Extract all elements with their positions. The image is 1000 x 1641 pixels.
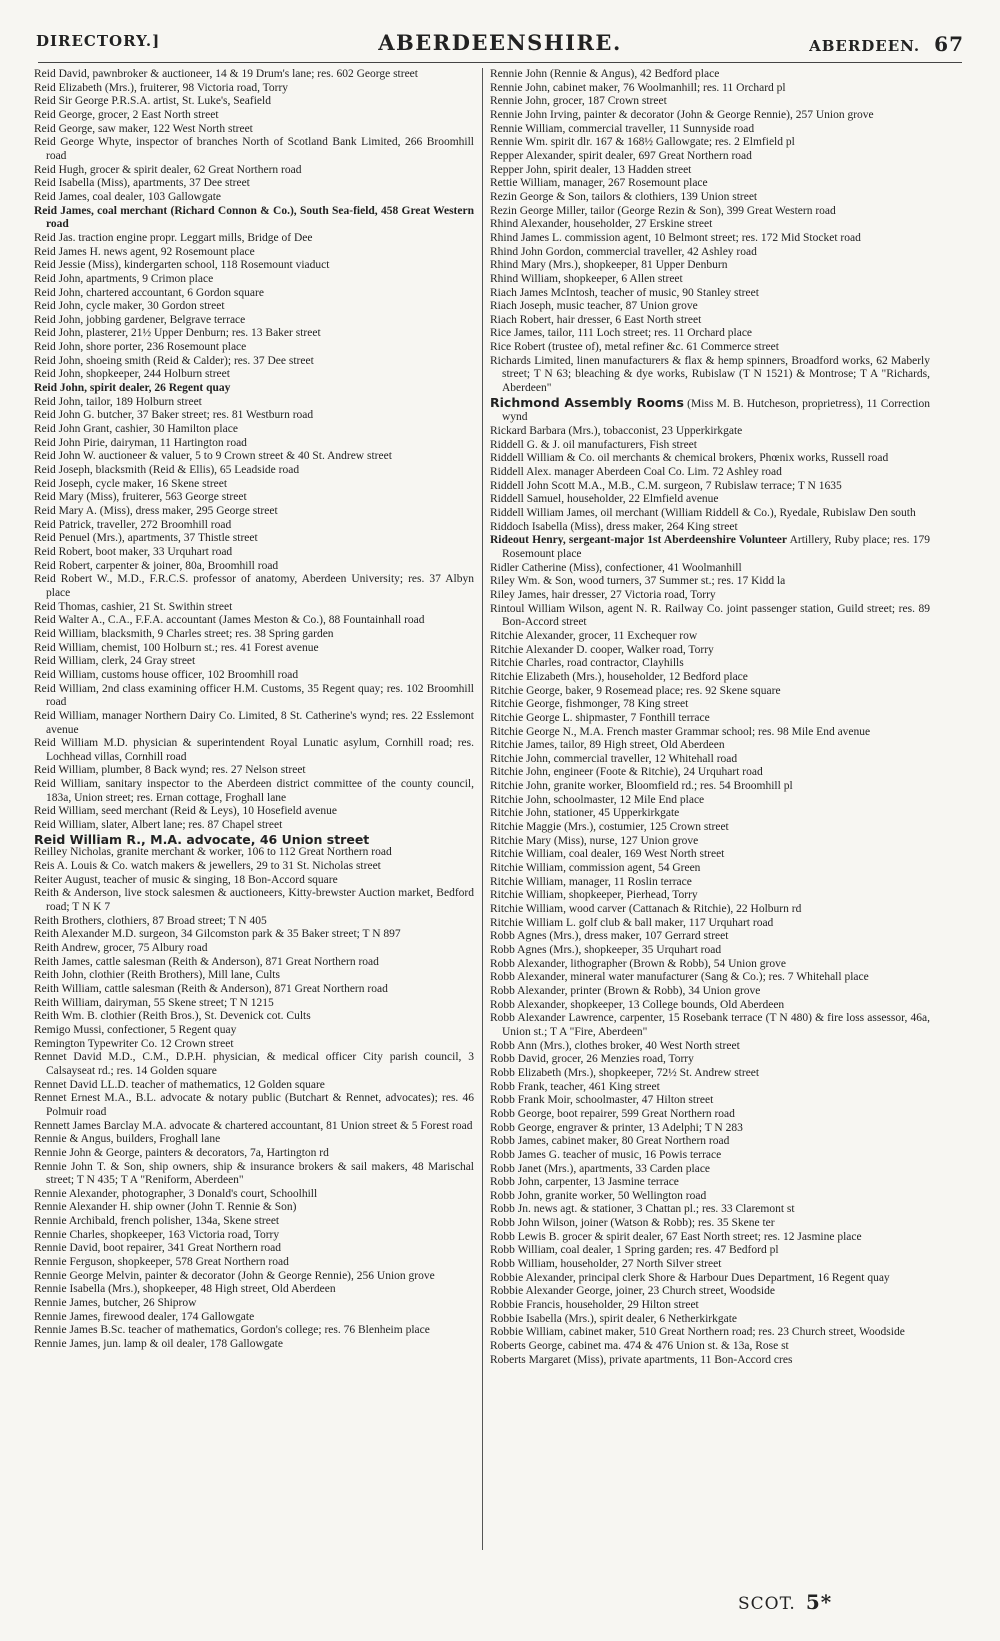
directory-entry: Rhind John Gordon, commercial traveller, 42 Ashley road xyxy=(490,245,757,258)
directory-entry: Riddell Samuel, householder, 22 Elmfield avenue xyxy=(490,493,719,506)
directory-entry: Reith Alexander M.D. surgeon, 34 Gilcomston park & 35 Baker street; T N 897 xyxy=(34,928,401,941)
directory-entry: Rennie John T. & Son, ship owners, ship & insurance brokers & sail makers, 48 Marischal street; T N 435; T A "Reniform, Aberdeen" xyxy=(34,1160,474,1187)
directory-entry: Robb John, carpenter, 13 Jasmine terrace xyxy=(490,1176,679,1189)
directory-entry: Robb Alexander, lithographer (Brown & Robb), 54 Union grove xyxy=(490,957,786,970)
directory-entry: Ritchie William, shopkeeper, Pierhead, Torry xyxy=(490,889,698,902)
directory-entry: Riddell William & Co. oil merchants & chemical brokers, Phœnix works, Russell road xyxy=(490,452,889,465)
directory-entry: Reid Walter A., C.A., F.F.A. accountant (James Meston & Co.), 88 Fountainhall road xyxy=(34,614,425,627)
directory-entry: Riley James, hair dresser, 27 Victoria road, Torry xyxy=(490,588,716,601)
directory-entry: Rennie David, boot repairer, 341 Great Northern road xyxy=(34,1242,282,1255)
directory-entry: Reid Robert, boot maker, 33 Urquhart road xyxy=(34,545,233,558)
directory-entry: Rettie William, manager, 267 Rosemount place xyxy=(490,177,708,190)
right-column xyxy=(490,68,930,1367)
directory-entry: Rennie John (Rennie & Angus), 42 Bedford place xyxy=(490,68,720,80)
directory-entry: Rennie Alexander H. ship owner (John T. Rennie & Son) xyxy=(34,1201,297,1214)
directory-entry: Ritchie Elizabeth (Mrs.), householder, 12 Bedford place xyxy=(490,670,748,683)
directory-entry: Rennie George Melvin, painter & decorator (John & George Rennie), 256 Union grove xyxy=(34,1269,435,1282)
directory-entry: Reith John, clothier (Reith Brothers), Mill lane, Cults xyxy=(34,969,280,982)
header-town: ABERDEEN. xyxy=(809,37,921,55)
directory-entry: Reith Andrew, grocer, 75 Albury road xyxy=(34,942,208,954)
directory-entry: Reid William, plumber, 8 Back wynd; res. 27 Nelson street xyxy=(34,764,306,777)
directory-entry: Rice Robert (trustee of), metal refiner &c. 61 Commerce street xyxy=(490,341,779,354)
directory-entry: Roberts Margaret (Miss), private apartments, 11 Bon-Accord cres xyxy=(490,1353,793,1366)
directory-entry: Robb Elizabeth (Mrs.), shopkeeper, 72½ St. Andrew street xyxy=(490,1066,760,1079)
directory-entry: Reid John, cycle maker, 30 Gordon street xyxy=(34,300,225,313)
directory-entry: Rideout Henry, sergeant-major 1st Aberdeenshire Volunteer Artillery, Ruby place; res. 179 Rosemount place xyxy=(490,534,931,560)
directory-entry: Ritchie William, wood carver (Cattanach & Ritchie), 22 Holburn rd xyxy=(490,903,802,916)
directory-entry: Reid Thomas, cashier, 21 St. Swithin street xyxy=(34,600,233,613)
directory-entry: Rennie John, cabinet maker, 76 Woolmanhill; res. 11 Orchard pl xyxy=(490,81,786,94)
directory-entry: Reid John W. auctioneer & valuer, 5 to 9 Crown street & 40 St. Andrew street xyxy=(34,450,392,463)
directory-entry: Ritchie John, engineer (Foote & Ritchie), 24 Urquhart road xyxy=(490,766,763,779)
directory-entry: Reith Wm. B. clothier (Reith Bros.), St. Devenick cot. Cults xyxy=(34,1010,311,1023)
directory-entry: Reid Jessie (Miss), kindergarten school, 118 Rosemount viaduct xyxy=(34,259,330,272)
directory-entry: Rennie & Angus, builders, Froghall lane xyxy=(34,1133,221,1146)
directory-entry: Reid John, shore porter, 236 Rosemount place xyxy=(34,341,247,354)
directory-entry: Rennie Ferguson, shopkeeper, 578 Great Northern road xyxy=(34,1256,289,1269)
directory-entry: Reid Joseph, cycle maker, 16 Skene street xyxy=(34,477,228,490)
directory-entry: Ritchie William, manager, 11 Roslin terrace xyxy=(490,875,692,888)
directory-entry: Ritchie John, granite worker, Bloomfield rd.; res. 54 Broomhill pl xyxy=(490,780,793,793)
directory-entry: Roberts George, cabinet ma. 474 & 476 Union st. & 13a, Rose st xyxy=(490,1340,789,1353)
directory-entry: Riddell John Scott M.A., M.B., C.M. surgeon, 7 Rubislaw terrace; T N 1635 xyxy=(490,479,842,492)
header-rule xyxy=(38,62,962,63)
directory-entry: Ritchie John, stationer, 45 Upperkirkgate xyxy=(490,807,680,820)
directory-entry: Robbie Alexander George, joiner, 23 Church street, Woodside xyxy=(490,1285,775,1298)
directory-entry: Ritchie Maggie (Mrs.), costumier, 125 Crown street xyxy=(490,821,729,834)
directory-entry: Reith & Anderson, live stock salesmen & auctioneers, Kitty-brewster Auction market, Bedford road; T N K 7 xyxy=(34,887,474,914)
directory-entry: Reid Mary A. (Miss), dress maker, 295 George street xyxy=(34,505,278,517)
directory-entry: Robb John Wilson, joiner (Watson & Robb); res. 35 Skene ter xyxy=(490,1217,775,1230)
directory-entry: Rennie John & George, painters & decorators, 7a, Hartington rd xyxy=(34,1146,329,1159)
directory-entry: Robb Ann (Mrs.), clothes broker, 40 West North street xyxy=(490,1039,740,1052)
directory-entry: Rennie James, butcher, 26 Shiprow xyxy=(34,1297,197,1310)
directory-entry: Rennie William, commercial traveller, 11 Sunnyside road xyxy=(490,122,755,135)
directory-entry: Reid William, seed merchant (Reid & Leys), 10 Hosefield avenue xyxy=(34,805,338,818)
directory-entry: Riddoch Isabella (Miss), dress maker, 264 King street xyxy=(490,520,738,533)
directory-entry: Robbie Francis, householder, 29 Hilton street xyxy=(490,1299,699,1312)
directory-entry: Reid Penuel (Mrs.), apartments, 37 Thistle street xyxy=(34,532,258,545)
directory-entry: Reid Hugh, grocer & spirit dealer, 62 Great Northern road xyxy=(34,163,302,176)
directory-entry: Robb Alexander, shopkeeper, 13 College bounds, Old Aberdeen xyxy=(490,998,785,1011)
directory-entry: Reid William R., M.A. advocate, 46 Union street xyxy=(34,831,370,847)
directory-entry: Riach Joseph, music teacher, 87 Union grove xyxy=(490,300,698,313)
directory-entry: Rennie John, grocer, 187 Crown street xyxy=(490,95,667,108)
directory-entry: Rennie Archibald, french polisher, 134a, Skene street xyxy=(34,1215,280,1228)
footer-signature: 5* xyxy=(805,1590,833,1614)
header-left: DIRECTORY.] xyxy=(36,32,161,50)
directory-entry: Rickard Barbara (Mrs.), tobacconist, 23 Upperkirkgate xyxy=(490,425,743,438)
directory-entry: Rennie Isabella (Mrs.), shopkeeper, 48 High street, Old Aberdeen xyxy=(34,1283,336,1296)
directory-entry: Robbie Alexander, principal clerk Shore & Harbour Dues Department, 16 Regent quay xyxy=(490,1271,890,1284)
directory-entry: Reid Robert W., M.D., F.R.C.S. professor of anatomy, Aberdeen University; res. 37 Albyn place xyxy=(34,573,474,599)
directory-entry: Robb William, coal dealer, 1 Spring garden; res. 47 Bedford pl xyxy=(490,1244,779,1257)
directory-entry: Ritchie Mary (Miss), nurse, 127 Union grove xyxy=(490,834,699,847)
directory-entry: Robb Alexander, printer (Brown & Robb), 34 Union grove xyxy=(490,984,761,997)
directory-entry: Ritchie Alexander D. cooper, Walker road, Torry xyxy=(490,643,714,656)
directory-entry: Robb David, grocer, 26 Menzies road, Torry xyxy=(490,1053,694,1066)
left-column xyxy=(34,68,474,1352)
directory-entry: Reith William, cattle salesman (Reith & Anderson), 871 Great Northern road xyxy=(34,982,388,995)
directory-entry: Robb John, granite worker, 50 Wellington road xyxy=(490,1189,707,1202)
directory-entry: Reid John Pirie, dairyman, 11 Hartington road xyxy=(34,436,247,449)
directory-entry: Reid John Grant, cashier, 30 Hamilton place xyxy=(34,423,238,436)
directory-entry: Ritchie George L. shipmaster, 7 Fonthill terrace xyxy=(490,711,710,724)
directory-entry: Reid George, saw maker, 122 West North street xyxy=(34,122,253,135)
directory-entry: Reid James, coal merchant (Richard Connon & Co.), South Sea-field, 458 Great Western road xyxy=(34,204,474,231)
directory-entry: Riddell William James, oil merchant (William Riddell & Co.), Ryedale, Rubislaw Den south xyxy=(490,507,916,519)
directory-entry: Robb George, boot repairer, 599 Great Northern road xyxy=(490,1107,735,1120)
directory-entry: Rennet David LL.D. teacher of mathematics, 12 Golden square xyxy=(34,1078,325,1091)
directory-entry: Ritchie Alexander, grocer, 11 Exchequer row xyxy=(490,629,698,642)
directory-entry: Reid Patrick, traveller, 272 Broomhill road xyxy=(34,518,232,531)
directory-entry: Reid William, customs house officer, 102 Broomhill road xyxy=(34,668,299,681)
directory-entry: Robbie William, cabinet maker, 510 Great Northern road; res. 23 Church street, Woodside xyxy=(490,1326,905,1339)
directory-entry: Repper Alexander, spirit dealer, 697 Great Northern road xyxy=(490,149,752,162)
directory-entry: Reid George Whyte, inspector of branches North of Scotland Bank Limited, 266 Broomhill road xyxy=(34,136,474,162)
directory-entry: Rintoul William Wilson, agent N. R. Railway Co. joint passenger station, Guild street; res. 89 Bon-Accord street xyxy=(490,602,930,629)
directory-entry: Robb Lewis B. grocer & spirit dealer, 67 East North street; res. 12 Jasmine place xyxy=(490,1230,862,1243)
directory-entry: Robb Alexander Lawrence, carpenter, 15 Rosebank terrace (T N 480) & fire loss assessor, 46a, Union st.; T A "Fire, Aberdeen" xyxy=(490,1012,930,1038)
directory-entry: Rennie John Irving, painter & decorator (John & George Rennie), 257 Union grove xyxy=(490,108,874,121)
directory-entry: Rezin George & Son, tailors & clothiers, 139 Union street xyxy=(490,190,758,203)
directory-entry: Reis A. Louis & Co. watch makers & jewellers, 29 to 31 St. Nicholas street xyxy=(34,860,381,873)
directory-entry: Robb Frank Moir, schoolmaster, 47 Hilton street xyxy=(490,1094,714,1107)
page-number: 67 xyxy=(934,32,964,56)
directory-entry: Reid David, pawnbroker & auctioneer, 14 & 19 Drum's lane; res. 602 George street xyxy=(34,68,418,80)
directory-entry: Rezin George Miller, tailor (George Rezin & Son), 399 Great Western road xyxy=(490,204,836,217)
directory-entry: Reid John, spirit dealer, 26 Regent quay xyxy=(34,382,231,395)
directory-entry: Ritchie William L. golf club & ball maker, 117 Urquhart road xyxy=(490,916,774,929)
directory-entry: Reid Robert, carpenter & joiner, 80a, Broomhill road xyxy=(34,559,279,572)
directory-entry: Rennet Ernest M.A., B.L. advocate & notary public (Butchart & Rennet, advocates); res. 46 Polmuir road xyxy=(34,1092,474,1118)
directory-entry: Reid William, clerk, 24 Gray street xyxy=(34,655,196,668)
column-divider xyxy=(482,68,483,1550)
directory-entry: Reid Isabella (Miss), apartments, 37 Dee street xyxy=(34,177,250,190)
directory-entry: Reid John, shopkeeper, 244 Holburn street xyxy=(34,368,230,381)
directory-entry: Reid Mary (Miss), fruiterer, 563 George street xyxy=(34,491,247,504)
directory-entry: Rice James, tailor, 111 Loch street; res. 11 Orchard place xyxy=(490,327,753,340)
directory-entry: Reid William, manager Northern Dairy Co. Limited, 8 St. Catherine's wynd; res. 22 Esslemont avenue xyxy=(34,709,474,736)
directory-entry: Ritchie George, fishmonger, 78 King street xyxy=(490,698,689,711)
directory-entry: Ritchie James, tailor, 89 High street, Old Aberdeen xyxy=(490,739,725,752)
directory-entry: Rennie James B.Sc. teacher of mathematics, Gordon's college; res. 76 Blenheim place xyxy=(34,1324,430,1337)
directory-entry: Rennet David M.D., C.M., D.P.H. physician, & medical officer City parish council, 3 Calsayseat rd.; res. 14 Golden square xyxy=(34,1051,474,1077)
directory-entry: Reid John, apartments, 9 Crimon place xyxy=(34,272,214,285)
footer-scot: SCOT. xyxy=(738,1594,796,1614)
directory-entry: Ritchie Charles, road contractor, Clayhills xyxy=(490,657,684,670)
directory-entry: Reid William, chemist, 100 Holburn st.; res. 41 Forest avenue xyxy=(34,641,319,654)
directory-entry: Robb Jn. news agt. & stationer, 3 Chattan pl.; res. 33 Claremont st xyxy=(490,1203,795,1216)
directory-entry: Richmond Assembly Rooms (Miss M. B. Hutcheson, proprietress), 11 Correction wynd xyxy=(490,394,930,424)
directory-entry: Robbie Isabella (Mrs.), spirit dealer, 6 Netherkirkgate xyxy=(490,1312,738,1325)
directory-entry: Rennie James, jun. lamp & oil dealer, 178 Gallowgate xyxy=(34,1338,283,1351)
directory-entry: Reid James, coal dealer, 103 Gallowgate xyxy=(34,190,221,203)
page-header xyxy=(36,30,964,56)
directory-entry: Rhind William, shopkeeper, 6 Allen street xyxy=(490,272,683,285)
directory-entry: Reith Brothers, clothiers, 87 Broad street; T N 405 xyxy=(34,914,267,927)
directory-entry: Rhind James L. commission agent, 10 Belmont street; res. 172 Mid Stocket road xyxy=(490,231,861,244)
directory-entry: Reid James H. news agent, 92 Rosemount place xyxy=(34,245,255,258)
directory-entry: Reid John, jobbing gardener, Belgrave terrace xyxy=(34,313,246,326)
directory-entry: Riddell G. & J. oil manufacturers, Fish street xyxy=(490,438,697,451)
directory-entry: Rennie James, firewood dealer, 174 Gallowgate xyxy=(34,1310,255,1323)
directory-entry: Repper John, spirit dealer, 13 Hadden street xyxy=(490,163,692,176)
directory-entry: Robb Agnes (Mrs.), shopkeeper, 35 Urquhart road xyxy=(490,944,722,956)
directory-entry: Reid Sir George P.R.S.A. artist, St. Luke's, Seafield xyxy=(34,95,271,108)
directory-entry: Rhind Alexander, householder, 27 Erskine street xyxy=(490,218,713,231)
directory-entry: Reid John, chartered accountant, 6 Gordon square xyxy=(34,286,264,299)
directory-entry: Rhind Mary (Mrs.), shopkeeper, 81 Upper Denburn xyxy=(490,259,728,272)
directory-entry: Reid William, sanitary inspector to the Aberdeen district committee of the county council, 183a, Union street; res. Ernan cottage, Froghall lane xyxy=(34,778,474,804)
directory-entry: Reid John, shoeing smith (Reid & Calder); res. 37 Dee street xyxy=(34,354,314,367)
directory-entry: Reid William M.D. physician & superintendent Royal Lunatic asylum, Cornhill road; res. Lochhead villas, Cornhill road xyxy=(34,737,474,763)
directory-entry: Rennie Charles, shopkeeper, 163 Victoria road, Torry xyxy=(34,1228,280,1241)
directory-entry: Robb James G. teacher of music, 16 Powis terrace xyxy=(490,1148,722,1161)
directory-entry: Robb George, engraver & printer, 13 Adelphi; T N 283 xyxy=(490,1121,743,1134)
directory-entry: Reid Jas. traction engine propr. Leggart mills, Bridge of Dee xyxy=(34,231,313,244)
header-title: ABERDEENSHIRE. xyxy=(378,30,622,55)
directory-entry: Reid William, 2nd class examining officer H.M. Customs, 35 Regent quay; res. 102 Broomhill road xyxy=(34,682,474,709)
directory-entry: Robb William, householder, 27 North Silver street xyxy=(490,1258,722,1271)
directory-entry: Reid George, grocer, 2 East North street xyxy=(34,108,219,121)
directory-entry: Robb Agnes (Mrs.), dress maker, 107 Gerrard street xyxy=(490,930,729,943)
directory-entry: Richards Limited, linen manufacturers & flax & hemp spinners, Broadford works, 62 Maberly street; T N 63; bleaching & dye works, Rubislaw (T N 1521) & Montrose; T A "Richards, Aberdeen" xyxy=(490,354,930,395)
directory-entry: Rennie Alexander, photographer, 3 Donald's court, Schoolhill xyxy=(34,1187,318,1200)
directory-entry: Reid William, slater, Albert lane; res. 87 Chapel street xyxy=(34,819,283,832)
directory-entry: Reith William, dairyman, 55 Skene street; T N 1215 xyxy=(34,996,274,1009)
directory-entry: Riach Robert, hair dresser, 6 East North street xyxy=(490,313,702,326)
directory-entry: Ritchie William, coal dealer, 169 West North street xyxy=(490,848,725,861)
directory-entry: Ritchie George N., M.A. French master Grammar school; res. 98 Mile End avenue xyxy=(490,725,871,738)
directory-entry: Reid John, plasterer, 21½ Upper Denburn; res. 13 Baker street xyxy=(34,327,321,340)
directory-entry: Rennie Wm. spirit dlr. 167 & 168½ Gallowgate; res. 2 Elmfield pl xyxy=(490,136,795,149)
directory-entry: Ritchie John, schoolmaster, 12 Mile End place xyxy=(490,793,705,806)
directory-entry: Reilley Nicholas, granite merchant & worker, 106 to 112 Great Northern road xyxy=(34,846,392,859)
directory-entry: Reid John, tailor, 189 Holburn street xyxy=(34,395,202,408)
directory-entry: Ridler Catherine (Miss), confectioner, 41 Woolmanhill xyxy=(490,561,742,574)
directory-entry: Reid Elizabeth (Mrs.), fruiterer, 98 Victoria road, Torry xyxy=(34,81,289,94)
directory-entry: Reid Joseph, blacksmith (Reid & Ellis), 65 Leadside road xyxy=(34,464,300,477)
directory-entry: Remington Typewriter Co. 12 Crown street xyxy=(34,1037,234,1050)
directory-entry: Reid John G. butcher, 37 Baker street; res. 81 Westburn road xyxy=(34,409,314,422)
directory-entry: Robb Janet (Mrs.), apartments, 33 Carden place xyxy=(490,1162,711,1175)
directory-entry: Riach James McIntosh, teacher of music, 90 Stanley street xyxy=(490,286,759,299)
directory-entry: Ritchie William, commission agent, 54 Green xyxy=(490,862,701,875)
header-right xyxy=(809,32,964,56)
directory-entry: Riddell Alex. manager Aberdeen Coal Co. Lim. 72 Ashley road xyxy=(490,466,782,479)
directory-entry: Robb Frank, teacher, 461 King street xyxy=(490,1080,660,1093)
directory-entry: Ritchie George, baker, 9 Rosemead place; res. 92 Skene square xyxy=(490,684,781,697)
directory-entry: Robb James, cabinet maker, 80 Great Northern road xyxy=(490,1135,730,1148)
directory-entry: Reiter August, teacher of music & singing, 18 Bon-Accord square xyxy=(34,873,338,886)
directory-entry: Reith James, cattle salesman (Reith & Anderson), 871 Great Northern road xyxy=(34,955,379,968)
directory-entry: Robb Alexander, mineral water manufacturer (Sang & Co.); res. 7 Whitehall place xyxy=(490,971,869,984)
directory-entry: Riley Wm. & Son, wood turners, 37 Summer st.; res. 17 Kidd la xyxy=(490,575,786,588)
directory-entry: Rennett James Barclay M.A. advocate & chartered accountant, 81 Union street & 5 Forest road xyxy=(34,1119,473,1132)
directory-entry: Remigo Mussi, confectioner, 5 Regent quay xyxy=(34,1023,237,1036)
directory-entry: Ritchie John, commercial traveller, 12 Whitehall road xyxy=(490,752,738,765)
page-footer xyxy=(738,1590,832,1614)
directory-entry: Reid William, blacksmith, 9 Charles street; res. 38 Spring garden xyxy=(34,627,334,640)
